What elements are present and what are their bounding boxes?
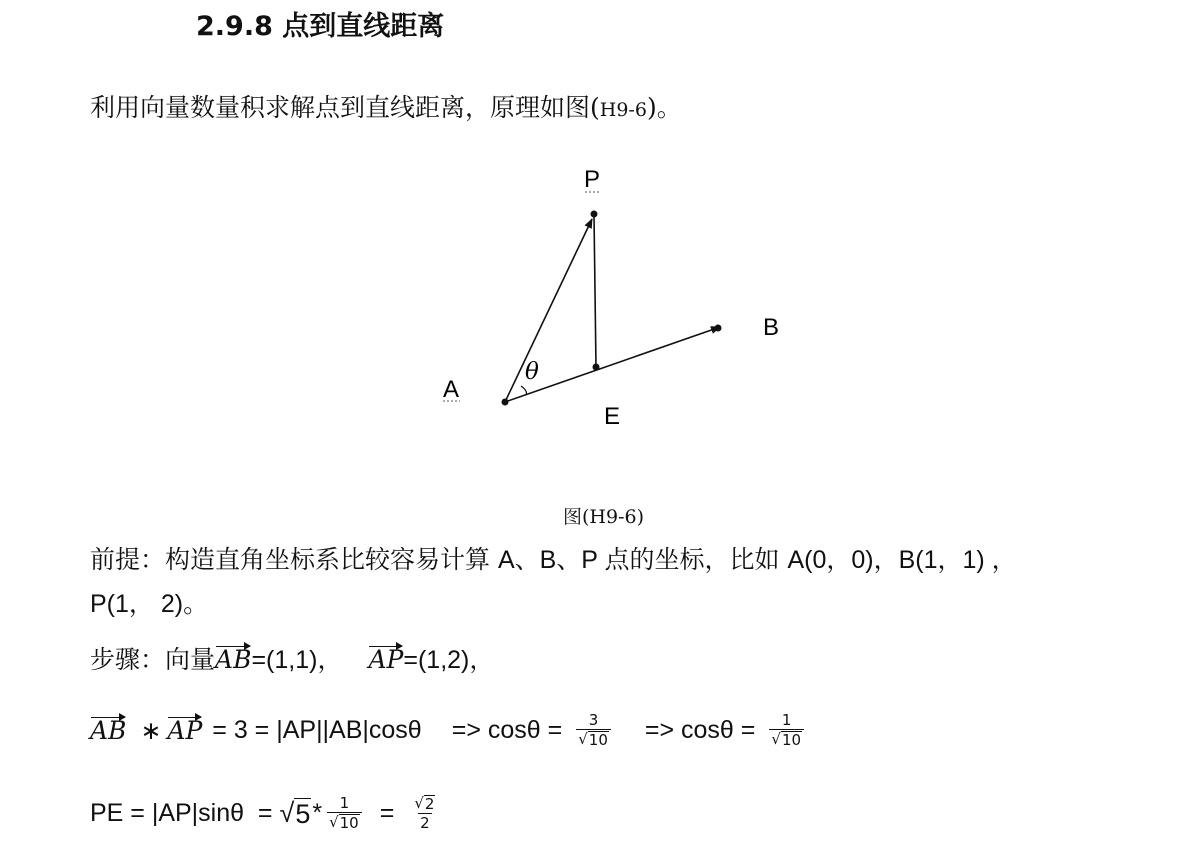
frac1-radicand: 10: [588, 731, 608, 750]
result-numerator: [412, 795, 437, 813]
figure-reference: H9-6: [599, 99, 647, 121]
eq2-star: *: [312, 799, 323, 828]
eq2-frac-numerator: 1: [339, 794, 350, 812]
vector-ab: AB: [215, 645, 252, 674]
sqrt-5-radicand: 5: [295, 798, 311, 829]
label-a: A: [443, 376, 460, 403]
distance-equation: [90, 795, 441, 833]
frac1-denominator: [576, 729, 611, 749]
result-denominator: 2: [420, 814, 430, 833]
result-sqrt-symbol: √: [414, 794, 424, 812]
premise-coords: A(0，0)，B(1，1) ，: [787, 546, 1017, 574]
frac1-sqrt-symbol: √: [578, 730, 588, 749]
eq1-middle: = 3 = |AP||AB|cosθ: [212, 716, 422, 745]
point-e-dot: [593, 364, 600, 371]
label-e: E: [604, 403, 621, 430]
eq1-vector-ab: AB: [90, 716, 127, 746]
eq2-frac-sqrt-symbol: √: [329, 813, 339, 832]
point-a-dot: [502, 399, 509, 406]
section-heading: 2.9.8 点到直线距离: [196, 11, 445, 42]
angle-arc: [521, 386, 526, 395]
eq1-star: ∗: [140, 716, 162, 746]
point-b-dot: [715, 325, 722, 332]
result-radicand: 2: [424, 795, 435, 813]
distance-diagram: [420, 155, 800, 455]
eq2-equals: =: [379, 799, 395, 828]
point-p-dot: [591, 211, 598, 218]
result-fraction: [412, 795, 437, 833]
vector-ap-line: [505, 219, 592, 402]
eq1-arrow-1: => cosθ =: [451, 716, 563, 745]
steps-label: 步骤：向量: [90, 645, 216, 674]
label-theta: θ: [525, 359, 539, 385]
premise-line-2: P(1， 2)。: [90, 590, 209, 618]
frac2-numerator: 1: [781, 711, 792, 729]
perpendicular-pe-line: [594, 215, 596, 367]
sqrt-5: [279, 798, 311, 830]
ab-value: =(1,1)，: [251, 646, 343, 674]
fraction-1-over-root10: [769, 712, 804, 750]
eq1-vector-ap: AP: [167, 716, 203, 746]
premise-text-2: 点的坐标，比如: [604, 545, 788, 574]
intro-text: 利用向量数量积求解点到直线距离，原理如图(: [90, 93, 600, 122]
label-p: P: [584, 166, 601, 193]
intro-end: )。: [646, 93, 682, 122]
frac2-radicand: 10: [781, 731, 802, 750]
ap-value: =(1,2)，: [403, 646, 495, 674]
figure-caption: 图(H9-6): [563, 506, 644, 528]
frac2-sqrt-symbol: √: [771, 730, 781, 749]
intro-paragraph: [90, 88, 682, 124]
frac2-denominator: [769, 729, 804, 749]
steps-line: [90, 640, 494, 676]
fraction-1-over-root10-b: [327, 795, 362, 833]
premise-points: A、B、P: [497, 546, 605, 574]
vector-ap: AP: [368, 645, 404, 674]
dot-product-equation: [90, 712, 808, 750]
fraction-3-over-root10: [576, 712, 611, 750]
label-b: B: [763, 314, 780, 341]
sqrt-5-symbol: √: [279, 797, 295, 828]
eq2-frac-radicand: 10: [339, 814, 359, 833]
frac1-numerator: 3: [588, 711, 599, 729]
eq1-arrow-2: => cosθ =: [644, 716, 756, 745]
premise-text: 前提：构造直角坐标系比较容易计算: [90, 545, 498, 574]
premise-line-1: [90, 540, 1017, 576]
eq2-lhs: PE = |AP|sinθ =: [90, 799, 280, 828]
eq2-frac-denominator: [327, 812, 362, 832]
